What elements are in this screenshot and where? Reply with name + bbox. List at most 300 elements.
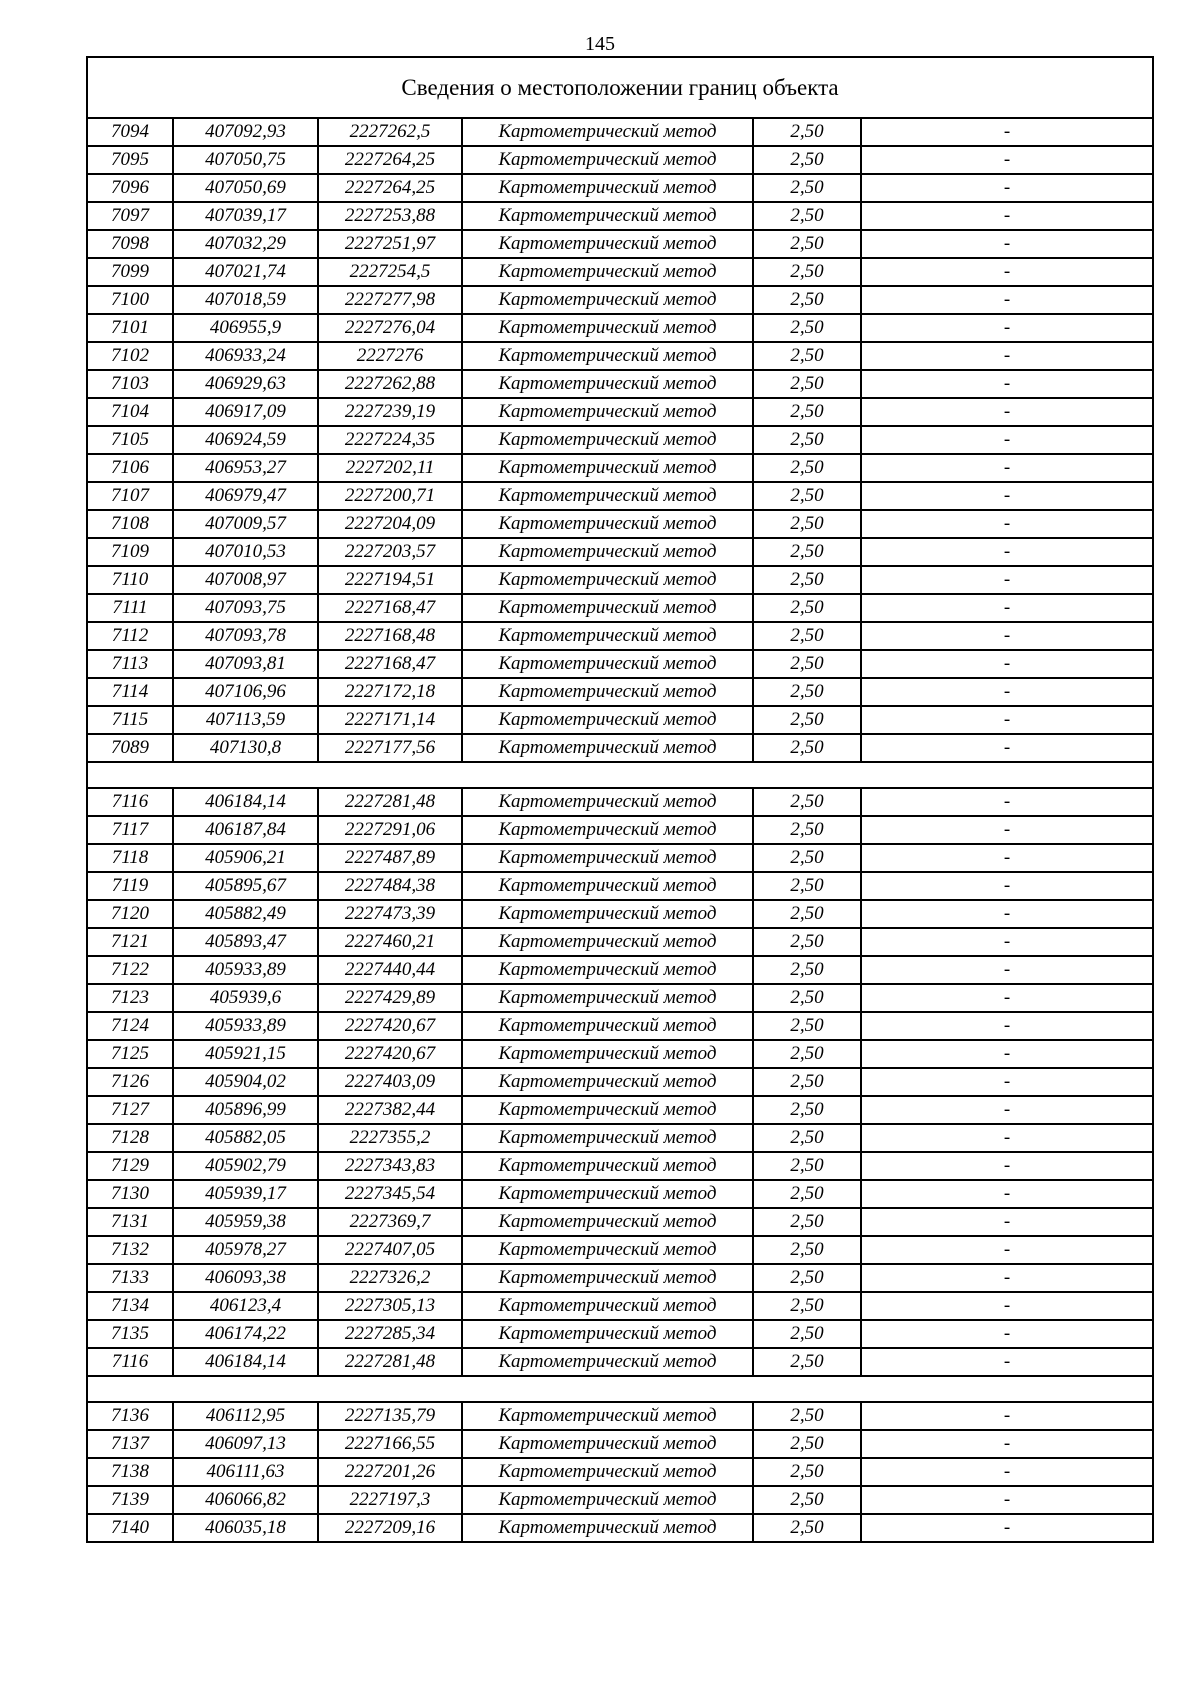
- point-number-cell: 7107: [87, 482, 173, 510]
- y-coordinate-cell: 2227203,57: [318, 538, 462, 566]
- x-coordinate-cell: 407093,81: [173, 650, 318, 678]
- accuracy-cell: 2,50: [753, 734, 861, 762]
- x-coordinate-cell: 406093,38: [173, 1264, 318, 1292]
- method-cell: Картометрический метод: [462, 1068, 753, 1096]
- y-coordinate-cell: 2227239,19: [318, 398, 462, 426]
- description-cell: -: [861, 1180, 1153, 1208]
- y-coordinate-cell: 2227484,38: [318, 872, 462, 900]
- table-row: [87, 1514, 1153, 1542]
- x-coordinate-cell: 405921,15: [173, 1040, 318, 1068]
- accuracy-cell: 2,50: [753, 342, 861, 370]
- accuracy-cell: 2,50: [753, 678, 861, 706]
- accuracy-cell: 2,50: [753, 566, 861, 594]
- table-row: [87, 286, 1153, 314]
- x-coordinate-cell: 405939,17: [173, 1180, 318, 1208]
- y-coordinate-cell: 2227172,18: [318, 678, 462, 706]
- point-number-cell: 7129: [87, 1152, 173, 1180]
- description-cell: -: [861, 816, 1153, 844]
- method-cell: Картометрический метод: [462, 1402, 753, 1430]
- accuracy-cell: 2,50: [753, 844, 861, 872]
- x-coordinate-cell: 405906,21: [173, 844, 318, 872]
- x-coordinate-cell: 406184,14: [173, 1348, 318, 1376]
- method-cell: Картометрический метод: [462, 118, 753, 146]
- y-coordinate-cell: 2227177,56: [318, 734, 462, 762]
- y-coordinate-cell: 2227420,67: [318, 1012, 462, 1040]
- y-coordinate-cell: 2227200,71: [318, 482, 462, 510]
- accuracy-cell: 2,50: [753, 314, 861, 342]
- y-coordinate-cell: 2227276: [318, 342, 462, 370]
- accuracy-cell: 2,50: [753, 872, 861, 900]
- description-cell: -: [861, 594, 1153, 622]
- point-number-cell: 7113: [87, 650, 173, 678]
- y-coordinate-cell: 2227262,5: [318, 118, 462, 146]
- y-coordinate-cell: 2227204,09: [318, 510, 462, 538]
- y-coordinate-cell: 2227209,16: [318, 1514, 462, 1542]
- accuracy-cell: 2,50: [753, 1486, 861, 1514]
- point-number-cell: 7123: [87, 984, 173, 1012]
- y-coordinate-cell: 2227355,2: [318, 1124, 462, 1152]
- description-cell: -: [861, 146, 1153, 174]
- method-cell: Картометрический метод: [462, 1180, 753, 1208]
- point-number-cell: 7128: [87, 1124, 173, 1152]
- point-number-cell: 7100: [87, 286, 173, 314]
- y-coordinate-cell: 2227254,5: [318, 258, 462, 286]
- method-cell: Картометрический метод: [462, 342, 753, 370]
- x-coordinate-cell: 407039,17: [173, 202, 318, 230]
- table-row: [87, 566, 1153, 594]
- method-cell: Картометрический метод: [462, 1012, 753, 1040]
- group-separator-row: [87, 1376, 1153, 1402]
- x-coordinate-cell: 406112,95: [173, 1402, 318, 1430]
- accuracy-cell: 2,50: [753, 370, 861, 398]
- method-cell: Картометрический метод: [462, 928, 753, 956]
- point-number-cell: 7116: [87, 788, 173, 816]
- point-number-cell: 7116: [87, 1348, 173, 1376]
- x-coordinate-cell: 405959,38: [173, 1208, 318, 1236]
- point-number-cell: 7118: [87, 844, 173, 872]
- description-cell: -: [861, 258, 1153, 286]
- method-cell: Картометрический метод: [462, 1458, 753, 1486]
- point-number-cell: 7105: [87, 426, 173, 454]
- description-cell: -: [861, 900, 1153, 928]
- table-row: [87, 928, 1153, 956]
- description-cell: -: [861, 1208, 1153, 1236]
- point-number-cell: 7106: [87, 454, 173, 482]
- boundary-table: [86, 56, 1154, 1543]
- method-cell: Картометрический метод: [462, 314, 753, 342]
- x-coordinate-cell: 407009,57: [173, 510, 318, 538]
- method-cell: Картометрический метод: [462, 146, 753, 174]
- x-coordinate-cell: 406187,84: [173, 816, 318, 844]
- method-cell: Картометрический метод: [462, 1124, 753, 1152]
- y-coordinate-cell: 2227135,79: [318, 1402, 462, 1430]
- table-row: [87, 956, 1153, 984]
- accuracy-cell: 2,50: [753, 1514, 861, 1542]
- table-row: [87, 1486, 1153, 1514]
- x-coordinate-cell: 407130,8: [173, 734, 318, 762]
- description-cell: -: [861, 1068, 1153, 1096]
- x-coordinate-cell: 406955,9: [173, 314, 318, 342]
- point-number-cell: 7089: [87, 734, 173, 762]
- y-coordinate-cell: 2227171,14: [318, 706, 462, 734]
- accuracy-cell: 2,50: [753, 118, 861, 146]
- table-row: [87, 202, 1153, 230]
- method-cell: Картометрический метод: [462, 1514, 753, 1542]
- method-cell: Картометрический метод: [462, 482, 753, 510]
- point-number-cell: 7138: [87, 1458, 173, 1486]
- y-coordinate-cell: 2227473,39: [318, 900, 462, 928]
- x-coordinate-cell: 405882,05: [173, 1124, 318, 1152]
- description-cell: -: [861, 118, 1153, 146]
- description-cell: -: [861, 510, 1153, 538]
- accuracy-cell: 2,50: [753, 788, 861, 816]
- accuracy-cell: 2,50: [753, 1208, 861, 1236]
- point-number-cell: 7098: [87, 230, 173, 258]
- accuracy-cell: 2,50: [753, 146, 861, 174]
- description-cell: -: [861, 788, 1153, 816]
- method-cell: Картометрический метод: [462, 370, 753, 398]
- x-coordinate-cell: 407106,96: [173, 678, 318, 706]
- y-coordinate-cell: 2227264,25: [318, 174, 462, 202]
- description-cell: -: [861, 1486, 1153, 1514]
- point-number-cell: 7134: [87, 1292, 173, 1320]
- x-coordinate-cell: 405902,79: [173, 1152, 318, 1180]
- method-cell: Картометрический метод: [462, 622, 753, 650]
- description-cell: -: [861, 426, 1153, 454]
- group-separator-cell: [87, 1376, 1153, 1402]
- accuracy-cell: 2,50: [753, 426, 861, 454]
- accuracy-cell: 2,50: [753, 538, 861, 566]
- x-coordinate-cell: 406097,13: [173, 1430, 318, 1458]
- description-cell: -: [861, 230, 1153, 258]
- table-row: [87, 1236, 1153, 1264]
- method-cell: Картометрический метод: [462, 1208, 753, 1236]
- y-coordinate-cell: 2227262,88: [318, 370, 462, 398]
- description-cell: -: [861, 1514, 1153, 1542]
- x-coordinate-cell: 405882,49: [173, 900, 318, 928]
- x-coordinate-cell: 407093,75: [173, 594, 318, 622]
- method-cell: Картометрический метод: [462, 984, 753, 1012]
- description-cell: -: [861, 202, 1153, 230]
- y-coordinate-cell: 2227201,26: [318, 1458, 462, 1486]
- description-cell: -: [861, 956, 1153, 984]
- table-row: [87, 1124, 1153, 1152]
- point-number-cell: 7125: [87, 1040, 173, 1068]
- description-cell: -: [861, 844, 1153, 872]
- x-coordinate-cell: 407113,59: [173, 706, 318, 734]
- point-number-cell: 7109: [87, 538, 173, 566]
- x-coordinate-cell: 406035,18: [173, 1514, 318, 1542]
- x-coordinate-cell: 406924,59: [173, 426, 318, 454]
- description-cell: -: [861, 706, 1153, 734]
- description-cell: -: [861, 454, 1153, 482]
- table-row: [87, 426, 1153, 454]
- table-row: [87, 1402, 1153, 1430]
- accuracy-cell: 2,50: [753, 1012, 861, 1040]
- table-row: [87, 900, 1153, 928]
- y-coordinate-cell: 2227276,04: [318, 314, 462, 342]
- y-coordinate-cell: 2227166,55: [318, 1430, 462, 1458]
- description-cell: -: [861, 538, 1153, 566]
- table-row: [87, 146, 1153, 174]
- method-cell: Картометрический метод: [462, 538, 753, 566]
- y-coordinate-cell: 2227253,88: [318, 202, 462, 230]
- table-row: [87, 1012, 1153, 1040]
- method-cell: Картометрический метод: [462, 1040, 753, 1068]
- x-coordinate-cell: 407021,74: [173, 258, 318, 286]
- y-coordinate-cell: 2227403,09: [318, 1068, 462, 1096]
- accuracy-cell: 2,50: [753, 1348, 861, 1376]
- point-number-cell: 7108: [87, 510, 173, 538]
- x-coordinate-cell: 406066,82: [173, 1486, 318, 1514]
- x-coordinate-cell: 406929,63: [173, 370, 318, 398]
- point-number-cell: 7096: [87, 174, 173, 202]
- description-cell: -: [861, 1012, 1153, 1040]
- accuracy-cell: 2,50: [753, 286, 861, 314]
- point-number-cell: 7131: [87, 1208, 173, 1236]
- method-cell: Картометрический метод: [462, 454, 753, 482]
- method-cell: Картометрический метод: [462, 398, 753, 426]
- accuracy-cell: 2,50: [753, 1402, 861, 1430]
- description-cell: -: [861, 1264, 1153, 1292]
- accuracy-cell: 2,50: [753, 1264, 861, 1292]
- method-cell: Картометрический метод: [462, 258, 753, 286]
- group-separator-cell: [87, 762, 1153, 788]
- table-row: [87, 1040, 1153, 1068]
- description-cell: -: [861, 1096, 1153, 1124]
- accuracy-cell: 2,50: [753, 1040, 861, 1068]
- method-cell: Картометрический метод: [462, 1320, 753, 1348]
- accuracy-cell: 2,50: [753, 174, 861, 202]
- table-row: [87, 398, 1153, 426]
- y-coordinate-cell: 2227168,47: [318, 650, 462, 678]
- point-number-cell: 7095: [87, 146, 173, 174]
- accuracy-cell: 2,50: [753, 816, 861, 844]
- method-cell: Картометрический метод: [462, 286, 753, 314]
- x-coordinate-cell: 407032,29: [173, 230, 318, 258]
- description-cell: -: [861, 1124, 1153, 1152]
- method-cell: Картометрический метод: [462, 1430, 753, 1458]
- method-cell: Картометрический метод: [462, 734, 753, 762]
- x-coordinate-cell: 407092,93: [173, 118, 318, 146]
- table-row: [87, 118, 1153, 146]
- table-row: [87, 984, 1153, 1012]
- y-coordinate-cell: 2227251,97: [318, 230, 462, 258]
- x-coordinate-cell: 406917,09: [173, 398, 318, 426]
- point-number-cell: 7135: [87, 1320, 173, 1348]
- description-cell: -: [861, 1040, 1153, 1068]
- table-row: [87, 1430, 1153, 1458]
- method-cell: Картометрический метод: [462, 872, 753, 900]
- x-coordinate-cell: 406953,27: [173, 454, 318, 482]
- method-cell: Картометрический метод: [462, 510, 753, 538]
- description-cell: -: [861, 370, 1153, 398]
- point-number-cell: 7112: [87, 622, 173, 650]
- y-coordinate-cell: 2227305,13: [318, 1292, 462, 1320]
- y-coordinate-cell: 2227326,2: [318, 1264, 462, 1292]
- point-number-cell: 7097: [87, 202, 173, 230]
- method-cell: Картометрический метод: [462, 1292, 753, 1320]
- accuracy-cell: 2,50: [753, 398, 861, 426]
- x-coordinate-cell: 405896,99: [173, 1096, 318, 1124]
- method-cell: Картометрический метод: [462, 650, 753, 678]
- method-cell: Картометрический метод: [462, 1348, 753, 1376]
- table-row: [87, 1096, 1153, 1124]
- x-coordinate-cell: 407008,97: [173, 566, 318, 594]
- method-cell: Картометрический метод: [462, 426, 753, 454]
- table-row: [87, 1068, 1153, 1096]
- description-cell: -: [861, 286, 1153, 314]
- table-row: [87, 342, 1153, 370]
- point-number-cell: 7102: [87, 342, 173, 370]
- description-cell: -: [861, 650, 1153, 678]
- y-coordinate-cell: 2227460,21: [318, 928, 462, 956]
- accuracy-cell: 2,50: [753, 1152, 861, 1180]
- table-row: [87, 1348, 1153, 1376]
- table-row: [87, 454, 1153, 482]
- y-coordinate-cell: 2227291,06: [318, 816, 462, 844]
- table-row: [87, 622, 1153, 650]
- method-cell: Картометрический метод: [462, 1486, 753, 1514]
- page-number: 145: [585, 33, 615, 55]
- method-cell: Картометрический метод: [462, 594, 753, 622]
- table-row: [87, 370, 1153, 398]
- accuracy-cell: 2,50: [753, 594, 861, 622]
- y-coordinate-cell: 2227264,25: [318, 146, 462, 174]
- table-row: [87, 1264, 1153, 1292]
- point-number-cell: 7094: [87, 118, 173, 146]
- x-coordinate-cell: 407050,75: [173, 146, 318, 174]
- table-row: [87, 258, 1153, 286]
- method-cell: Картометрический метод: [462, 900, 753, 928]
- point-number-cell: 7111: [87, 594, 173, 622]
- x-coordinate-cell: 405978,27: [173, 1236, 318, 1264]
- description-cell: -: [861, 622, 1153, 650]
- description-cell: -: [861, 566, 1153, 594]
- accuracy-cell: 2,50: [753, 984, 861, 1012]
- y-coordinate-cell: 2227343,83: [318, 1152, 462, 1180]
- description-cell: -: [861, 1348, 1153, 1376]
- accuracy-cell: 2,50: [753, 1458, 861, 1486]
- x-coordinate-cell: 407093,78: [173, 622, 318, 650]
- description-cell: -: [861, 1458, 1153, 1486]
- description-cell: -: [861, 398, 1153, 426]
- accuracy-cell: 2,50: [753, 622, 861, 650]
- table-row: [87, 650, 1153, 678]
- x-coordinate-cell: 406123,4: [173, 1292, 318, 1320]
- y-coordinate-cell: 2227345,54: [318, 1180, 462, 1208]
- point-number-cell: 7103: [87, 370, 173, 398]
- accuracy-cell: 2,50: [753, 1236, 861, 1264]
- table-row: [87, 482, 1153, 510]
- description-cell: -: [861, 1152, 1153, 1180]
- table-row: [87, 230, 1153, 258]
- point-number-cell: 7139: [87, 1486, 173, 1514]
- point-number-cell: 7115: [87, 706, 173, 734]
- description-cell: -: [861, 1402, 1153, 1430]
- table-title: Сведения о местоположении границ объекта: [87, 57, 1153, 118]
- description-cell: -: [861, 928, 1153, 956]
- accuracy-cell: 2,50: [753, 706, 861, 734]
- x-coordinate-cell: 406933,24: [173, 342, 318, 370]
- table-row: [87, 706, 1153, 734]
- table-row: [87, 816, 1153, 844]
- point-number-cell: 7101: [87, 314, 173, 342]
- accuracy-cell: 2,50: [753, 482, 861, 510]
- accuracy-cell: 2,50: [753, 454, 861, 482]
- accuracy-cell: 2,50: [753, 650, 861, 678]
- point-number-cell: 7117: [87, 816, 173, 844]
- description-cell: -: [861, 1430, 1153, 1458]
- table-row: [87, 1320, 1153, 1348]
- description-cell: -: [861, 1236, 1153, 1264]
- table-row: [87, 844, 1153, 872]
- group-separator-row: [87, 762, 1153, 788]
- point-number-cell: 7121: [87, 928, 173, 956]
- table-row: [87, 538, 1153, 566]
- description-cell: -: [861, 872, 1153, 900]
- point-number-cell: 7140: [87, 1514, 173, 1542]
- point-number-cell: 7133: [87, 1264, 173, 1292]
- point-number-cell: 7126: [87, 1068, 173, 1096]
- x-coordinate-cell: 405939,6: [173, 984, 318, 1012]
- accuracy-cell: 2,50: [753, 1068, 861, 1096]
- y-coordinate-cell: 2227285,34: [318, 1320, 462, 1348]
- accuracy-cell: 2,50: [753, 956, 861, 984]
- y-coordinate-cell: 2227407,05: [318, 1236, 462, 1264]
- point-number-cell: 7132: [87, 1236, 173, 1264]
- accuracy-cell: 2,50: [753, 510, 861, 538]
- description-cell: -: [861, 1292, 1153, 1320]
- method-cell: Картометрический метод: [462, 1236, 753, 1264]
- x-coordinate-cell: 406184,14: [173, 788, 318, 816]
- accuracy-cell: 2,50: [753, 1292, 861, 1320]
- y-coordinate-cell: 2227168,47: [318, 594, 462, 622]
- method-cell: Картометрический метод: [462, 1152, 753, 1180]
- point-number-cell: 7110: [87, 566, 173, 594]
- table-row: [87, 174, 1153, 202]
- point-number-cell: 7127: [87, 1096, 173, 1124]
- x-coordinate-cell: 406111,63: [173, 1458, 318, 1486]
- description-cell: -: [861, 314, 1153, 342]
- description-cell: -: [861, 734, 1153, 762]
- x-coordinate-cell: 406979,47: [173, 482, 318, 510]
- method-cell: Картометрический метод: [462, 1096, 753, 1124]
- method-cell: Картометрический метод: [462, 1264, 753, 1292]
- x-coordinate-cell: 406174,22: [173, 1320, 318, 1348]
- method-cell: Картометрический метод: [462, 956, 753, 984]
- table-row: [87, 1180, 1153, 1208]
- y-coordinate-cell: 2227487,89: [318, 844, 462, 872]
- y-coordinate-cell: 2227369,7: [318, 1208, 462, 1236]
- method-cell: Картометрический метод: [462, 566, 753, 594]
- description-cell: -: [861, 482, 1153, 510]
- x-coordinate-cell: 407050,69: [173, 174, 318, 202]
- x-coordinate-cell: 405895,67: [173, 872, 318, 900]
- point-number-cell: 7124: [87, 1012, 173, 1040]
- table-row: [87, 314, 1153, 342]
- point-number-cell: 7114: [87, 678, 173, 706]
- description-cell: -: [861, 342, 1153, 370]
- accuracy-cell: 2,50: [753, 928, 861, 956]
- table-row: [87, 1292, 1153, 1320]
- y-coordinate-cell: 2227202,11: [318, 454, 462, 482]
- table-row: [87, 1208, 1153, 1236]
- table-row: [87, 1458, 1153, 1486]
- method-cell: Картометрический метод: [462, 174, 753, 202]
- accuracy-cell: 2,50: [753, 1180, 861, 1208]
- accuracy-cell: 2,50: [753, 1430, 861, 1458]
